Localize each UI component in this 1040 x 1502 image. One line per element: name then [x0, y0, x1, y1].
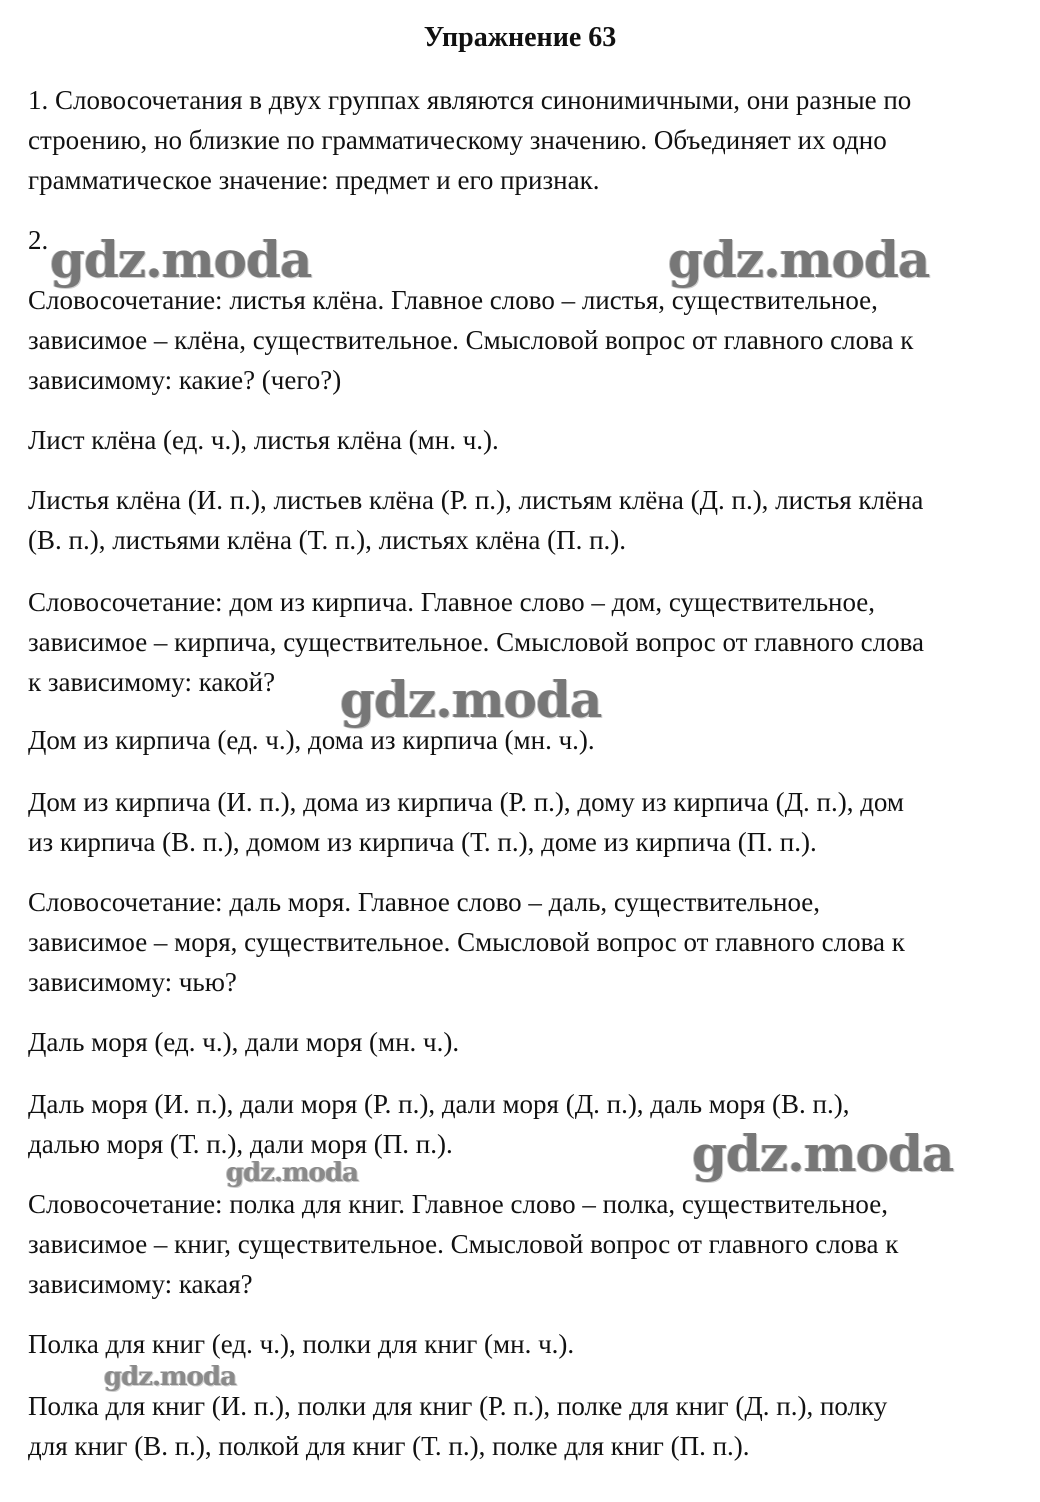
text-line: далью моря (Т. п.), дали моря (П. п.).	[28, 1129, 453, 1159]
paragraph-shelf-number	[28, 1324, 1028, 1364]
text-line: Словосочетание: даль моря. Главное слово – даль, существительное,	[28, 887, 821, 917]
text-line: зависимое – клёна, существительное. Смысловой вопрос от главного слова к	[28, 325, 914, 355]
paragraph-sea-number	[28, 1022, 1028, 1062]
paragraph-answer-2-number	[28, 220, 1028, 260]
watermark: gdz.moda	[104, 1362, 237, 1392]
paragraph-house-cases	[28, 782, 1028, 862]
text-line: зависимое – моря, существительное. Смысловой вопрос от главного слова к	[28, 927, 905, 957]
watermark: gdz.moda	[668, 230, 930, 289]
watermark: gdz.moda	[226, 1158, 359, 1188]
text-line: 1. Словосочетания в двух группах являются синонимичными, они разные по	[28, 85, 912, 115]
text-line: грамматическое значение: предмет и его признак.	[28, 165, 600, 195]
text-line: Даль моря (ед. ч.), дали моря (мн. ч.).	[28, 1027, 460, 1057]
paragraph-house-number	[28, 720, 1028, 760]
paragraph-answer-1	[28, 80, 1028, 200]
text-line: Полка для книг (И. п.), полки для книг (Р. п.), полке для книг (Д. п.), полку	[28, 1391, 888, 1421]
paragraph-phrase-house	[28, 582, 1028, 702]
text-line: 2.	[28, 225, 49, 255]
text-line: Лист клёна (ед. ч.), листья клёна (мн. ч.).	[28, 425, 499, 455]
text-line: для книг (В. п.), полкой для книг (Т. п.), полке для книг (П. п.).	[28, 1431, 750, 1461]
text-line: зависимому: чью?	[28, 967, 237, 997]
paragraph-leaves-cases	[28, 480, 1028, 560]
watermark: gdz.moda	[340, 670, 602, 729]
text-line: Словосочетание: дом из кирпича. Главное слово – дом, существительное,	[28, 587, 876, 617]
text-line: строению, но близкие по грамматическому значению. Объединяет их одно	[28, 125, 887, 155]
paragraph-phrase-sea	[28, 882, 1028, 1002]
watermark: gdz.moda	[50, 230, 312, 289]
text-line: зависимое – кирпича, существительное. Смысловой вопрос от главного слова	[28, 627, 925, 657]
text-line: Даль моря (И. п.), дали моря (Р. п.), дали моря (Д. п.), даль моря (В. п.),	[28, 1089, 850, 1119]
text-line: Полка для книг (ед. ч.), полки для книг (мн. ч.).	[28, 1329, 575, 1359]
paragraph-shelf-cases	[28, 1386, 1028, 1466]
text-line: к зависимому: какой?	[28, 667, 276, 697]
text-line: Словосочетание: полка для книг. Главное слово – полка, существительное,	[28, 1189, 888, 1219]
paragraph-sea-cases	[28, 1084, 1028, 1164]
text-line: Дом из кирпича (И. п.), дома из кирпича (Р. п.), дому из кирпича (Д. п.), дом	[28, 787, 904, 817]
text-line: (В. п.), листьями клёна (Т. п.), листьях клёна (П. п.).	[28, 525, 627, 555]
text-line: Дом из кирпича (ед. ч.), дома из кирпича (мн. ч.).	[28, 725, 595, 755]
text-line: зависимое – книг, существительное. Смысловой вопрос от главного слова к	[28, 1229, 899, 1259]
text-line: Словосочетание: листья клёна. Главное слово – листья, существительное,	[28, 285, 878, 315]
text-line: зависимому: какая?	[28, 1269, 253, 1299]
watermark: gdz.moda	[692, 1124, 954, 1183]
paragraph-phrase-shelf	[28, 1184, 1028, 1304]
exercise-title: Упражнение 63	[423, 22, 617, 53]
paragraph-leaves-number	[28, 420, 1028, 460]
text-line: зависимому: какие? (чего?)	[28, 365, 342, 395]
paragraph-phrase-leaves	[28, 280, 1028, 400]
text-line: из кирпича (В. п.), домом из кирпича (Т. п.), доме из кирпича (П. п.).	[28, 827, 817, 857]
text-line: Листья клёна (И. п.), листьев клёна (Р. п.), листьям клёна (Д. п.), листья клёна	[28, 485, 924, 515]
